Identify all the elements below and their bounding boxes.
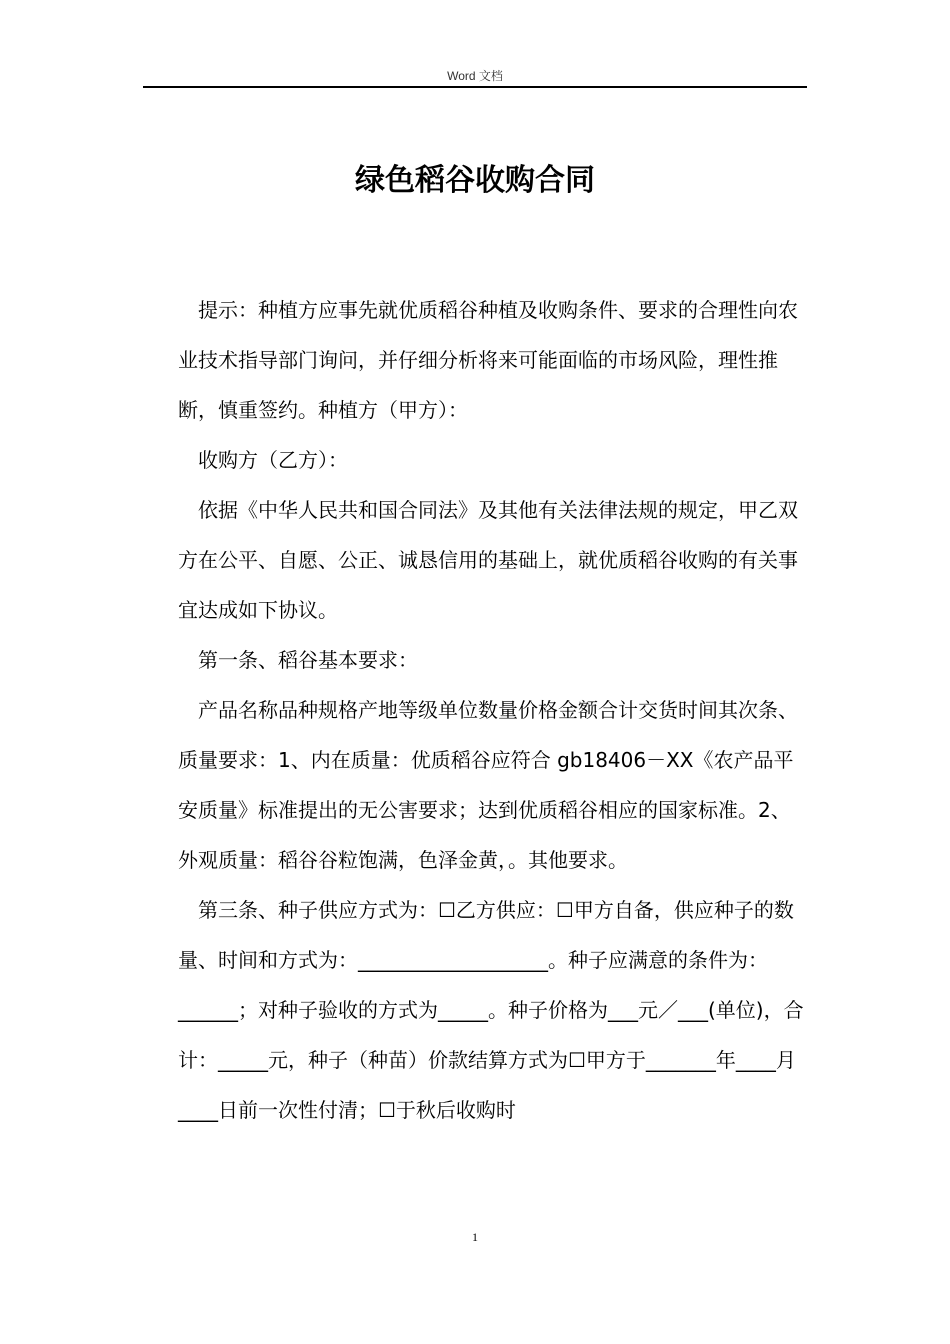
document-body [178,285,804,1135]
page-header-text: Word 文档 [447,69,503,83]
paragraph-notice: 提示：种植方应事先就优质稻谷种植及收购条件、要求的合理性向农业技术指导部门询问，并仔细分析将来可能面临的市场风险，理性推断，慎重签约。种植方（甲方）： [178,298,798,422]
paragraph-article-1: 第一条、稻谷基本要求： [198,648,418,672]
header-divider [143,86,807,88]
paragraph-quality: 产品名称品种规格产地等级单位数量价格金额合计交货时间其次条、质量要求：1、内在质量：优质稻谷应符合 gb18406－XX《农产品平安质量》标准提出的无公害要求；达到优质稻谷相应的国家标准。2、外观质量：稻谷谷粒饱满，色泽金黄，。其他要求。 [178,698,798,872]
paragraph-buyer: 收购方（乙方）： [198,448,348,472]
paragraph-article-3: 第三条、种子供应方式为：☐乙方供应：☐甲方自备，供应种子的数量、时间和方式为：___________________。种子应满意的条件为：______；对种子验收的方式为_____。种子价格为___元／___(单位)，合计：_____元，种子（种苗）价款结算方式为☐甲方于_______年____月____日前一次性付清；☐于秋后收购时 [178,898,804,1122]
document-title: 绿色稻谷收购合同 [355,163,595,198]
page-number: 1 [472,1230,478,1244]
paragraph-basis: 依据《中华人民共和国合同法》及其他有关法律法规的规定，甲乙双方在公平、自愿、公正、诚恳信用的基础上，就优质稻谷收购的有关事宜达成如下协议。 [178,498,798,622]
